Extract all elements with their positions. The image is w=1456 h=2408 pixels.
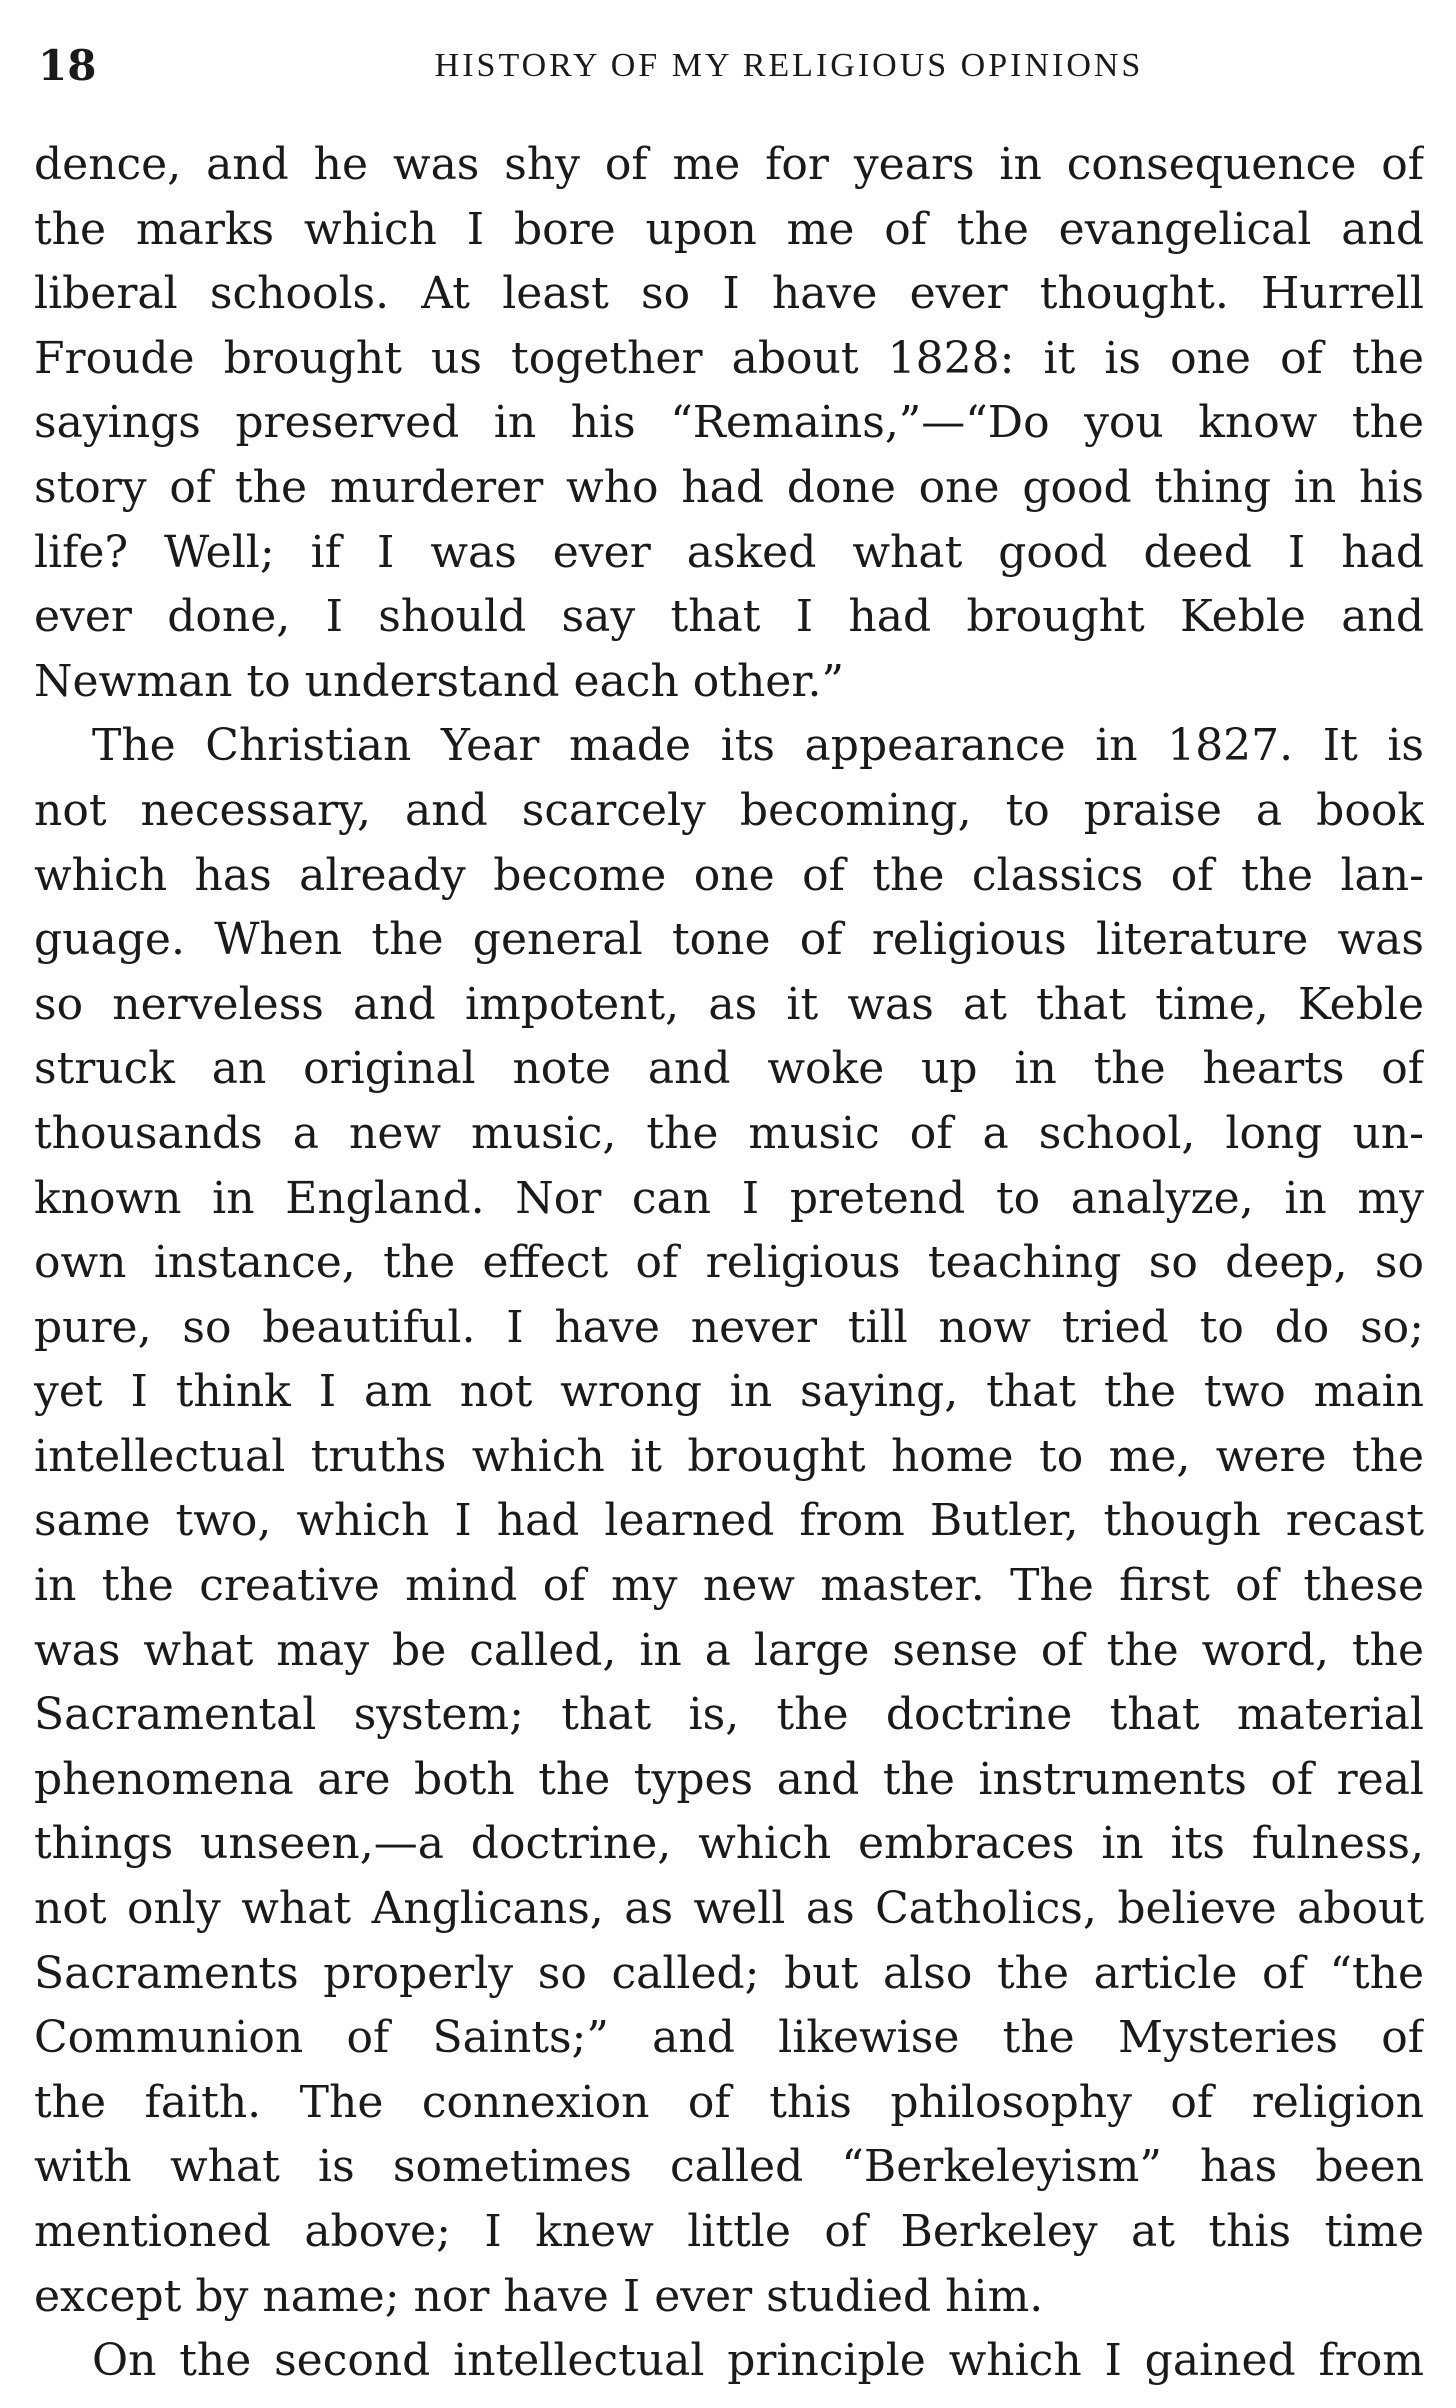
text-line: dence, and he was shy of me for years in consequence of	[34, 139, 1424, 190]
text-line: in the creative mind of my new master. The first of these	[34, 1560, 1424, 1612]
text-line: sayings preserved in his “Remains,”—“Do you know the	[34, 397, 1424, 449]
running-head: HISTORY OF MY RELIGIOUS OPINIONS	[434, 47, 1144, 84]
text-line: same two, which I had learned from Butler, though recast	[34, 1495, 1424, 1547]
text-line: not necessary, and scarcely becoming, to praise a book	[34, 784, 1424, 836]
text-line: Newman to understand each other.”	[34, 655, 845, 707]
page-header	[34, 36, 1424, 96]
text-line: pure, so beautiful. I have never till now tried to do so;	[34, 1301, 1424, 1353]
page-number: 18	[38, 41, 97, 90]
text-line: yet I think I am not wrong in saying, that the two main	[34, 1366, 1424, 1418]
text-line: thousands a new music, the music of a school, long un-	[34, 1107, 1424, 1159]
text-line: The Christian Year made its appearance in 1827. It is	[92, 720, 1424, 772]
text-line: except by name; nor have I ever studied him.	[34, 2270, 1044, 2322]
text-line: Sacraments properly so called; but also the article of “the	[34, 1947, 1424, 1999]
text-line: so nerveless and impotent, as it was at that time, Keble	[34, 978, 1424, 1030]
text-line: mentioned above; I knew little of Berkeley at this time	[34, 2206, 1424, 2257]
text-line: own instance, the effect of religious teaching so deep, so	[34, 1237, 1424, 1289]
text-line: intellectual truths which it brought home to me, were the	[34, 1430, 1424, 1482]
text-line: On the second intellectual principle which I gained from	[92, 2335, 1424, 2387]
text-line: phenomena are both the types and the instruments of real	[34, 1753, 1424, 1805]
text-line: liberal schools. At least so I have ever thought. Hurrell	[34, 268, 1424, 320]
book-page	[34, 0, 1424, 2408]
paragraph	[34, 133, 1424, 714]
text-line: the marks which I bore upon me of the evangelical and	[34, 203, 1424, 255]
text-line: ever done, I should say that I had brought Keble and	[34, 591, 1424, 643]
text-line: which has already become one of the classics of the lan-	[34, 849, 1424, 901]
text-line: struck an original note and woke up in the hearts of	[34, 1043, 1424, 1095]
text-line: the faith. The connexion of this philosophy of religion	[34, 2076, 1424, 2128]
text-line: story of the murderer who had done one good thing in his	[34, 461, 1424, 513]
text-line: guage. When the general tone of religious literature was	[34, 914, 1424, 966]
body-text	[34, 133, 1424, 2394]
text-line: Communion of Saints;” and likewise the Mysteries of	[34, 2012, 1424, 2064]
paragraph	[34, 2329, 1424, 2394]
text-line: Sacramental system; that is, the doctrine that material	[34, 1689, 1424, 1741]
text-line: not only what Anglicans, as well as Catholics, believe about	[34, 1883, 1424, 1935]
text-line: was what may be called, in a large sense of the word, the	[34, 1624, 1424, 1676]
paragraph	[34, 714, 1424, 2329]
text-line: Froude brought us together about 1828: it is one of the	[34, 332, 1424, 384]
text-line: with what is sometimes called “Berkeleyism” has been	[34, 2141, 1424, 2193]
text-line: things unseen,—a doctrine, which embraces in its fulness,	[34, 1818, 1424, 1870]
text-line: known in England. Nor can I pretend to analyze, in my	[34, 1172, 1424, 1224]
text-line: life? Well; if I was ever asked what good deed I had	[34, 526, 1424, 578]
